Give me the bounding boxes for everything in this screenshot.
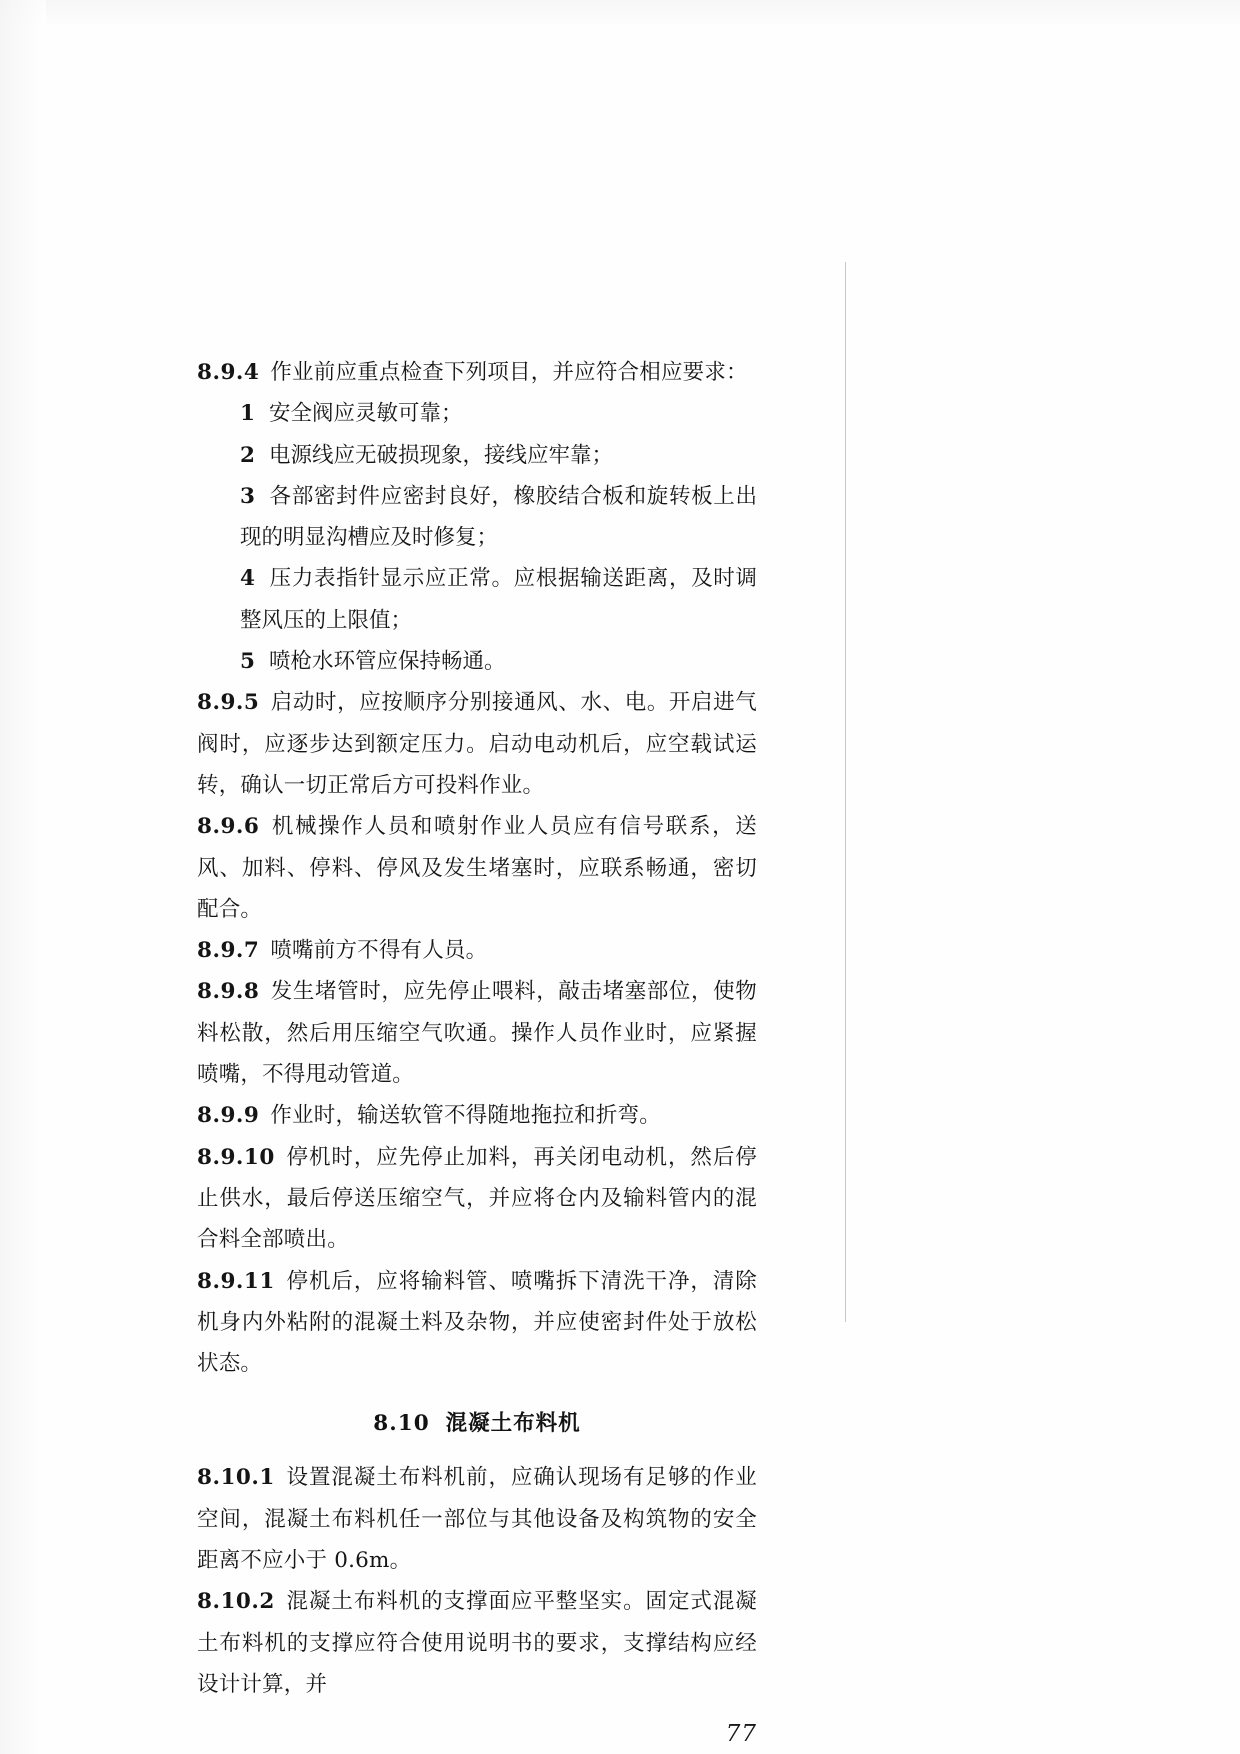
clause-8-10-1 bbox=[197, 1457, 757, 1581]
subitem-text: 喷枪水环管应保持畅通。 bbox=[268, 649, 506, 675]
clause-8-9-5 bbox=[197, 682, 757, 806]
clause-text: 作业前应重点检查下列项目，并应符合相应要求： bbox=[270, 360, 748, 385]
subitem-text: 压力表指针显示应正常。应根据输送距离，及时调整风压的上限值； bbox=[240, 566, 757, 633]
subitem-2 bbox=[197, 435, 757, 476]
clause-text: 停机时，应先停止加料，再关闭电动机，然后停止供水，最后停送压缩空气，并应将仓内及输料管内的混合料全部喷出。 bbox=[197, 1144, 757, 1253]
clause-number: 8.10.1 bbox=[197, 1465, 275, 1491]
section-number: 8.10 bbox=[373, 1411, 430, 1437]
subitem-index: 1 bbox=[240, 401, 255, 427]
clause-8-9-11 bbox=[197, 1261, 757, 1385]
body-text-column bbox=[197, 352, 757, 1705]
subitem-3 bbox=[197, 476, 757, 559]
clause-text: 设置混凝土布料机前，应确认现场有足够的作业空间，混凝土布料机任一部位与其他设备及构筑物的安全距离不应小于 0.6m。 bbox=[197, 1465, 757, 1574]
subitem-index: 3 bbox=[240, 483, 255, 509]
clause-number: 8.9.11 bbox=[197, 1268, 275, 1294]
clause-8-9-7 bbox=[197, 930, 757, 971]
clause-number: 8.9.8 bbox=[197, 979, 260, 1005]
clause-text: 喷嘴前方不得有人员。 bbox=[270, 938, 488, 964]
clause-text: 混凝土布料机的支撑面应平整坚实。固定式混凝土布料机的支撑应符合使用说明书的要求，支撑结构应经设计计算，并 bbox=[197, 1589, 757, 1697]
clause-number: 8.9.5 bbox=[197, 690, 260, 716]
section-heading-8-10 bbox=[197, 1384, 757, 1457]
scan-shading-top bbox=[0, 0, 1240, 30]
clause-8-9-6 bbox=[197, 806, 757, 930]
clause-text: 启动时，应按顺序分别接通风、水、电。开启进气阀时，应逐步达到额定压力。启动电动机后，应空载试运转，确认一切正常后方可投料作业。 bbox=[197, 690, 757, 798]
clause-8-10-2 bbox=[197, 1581, 757, 1705]
subitem-text: 各部密封件应密封良好，橡胶结合板和旋转板上出现的明显沟槽应及时修复； bbox=[240, 483, 757, 551]
subitem-text: 电源线应无破损现象，接线应牢靠； bbox=[268, 442, 613, 468]
clause-number: 8.9.6 bbox=[197, 814, 260, 840]
subitem-4 bbox=[197, 558, 757, 641]
clause-text: 停机后，应将输料管、喷嘴拆下清洗干净，清除机身内外粘附的混凝土料及杂物，并应使密封件处于放松状态。 bbox=[197, 1268, 757, 1377]
clause-8-9-10 bbox=[197, 1137, 757, 1261]
clause-number: 8.9.9 bbox=[197, 1103, 260, 1129]
clause-number: 8.9.10 bbox=[197, 1144, 275, 1170]
clause-8-9-4 bbox=[197, 352, 757, 393]
clause-8-9-9 bbox=[197, 1095, 757, 1136]
subitem-5 bbox=[197, 641, 757, 682]
clause-8-9-8 bbox=[197, 971, 757, 1095]
page-number: 77 bbox=[725, 1721, 757, 1747]
clause-number: 8.9.4 bbox=[197, 360, 260, 385]
subitem-index: 2 bbox=[240, 442, 255, 468]
clause-text: 作业时，输送软管不得随地拖拉和折弯。 bbox=[270, 1103, 661, 1129]
subitem-1 bbox=[197, 393, 757, 434]
subitem-index: 4 bbox=[240, 566, 255, 592]
subitem-index: 5 bbox=[240, 649, 255, 675]
scan-shading-left bbox=[0, 0, 46, 1754]
page-gutter-rule bbox=[845, 262, 846, 1322]
clause-number: 8.9.7 bbox=[197, 938, 260, 964]
page-folio bbox=[197, 1721, 757, 1747]
clause-number: 8.10.2 bbox=[197, 1589, 275, 1615]
section-title: 混凝土布料机 bbox=[445, 1411, 581, 1437]
clause-text: 机械操作人员和喷射作业人员应有信号联系，送风、加料、停料、停风及发生堵塞时，应联系畅通，密切配合。 bbox=[197, 814, 757, 922]
subitem-text: 安全阀应灵敏可靠； bbox=[268, 401, 463, 427]
clause-text: 发生堵管时，应先停止喂料，敲击堵塞部位，使物料松散，然后用压缩空气吹通。操作人员作业时，应紧握喷嘴，不得甩动管道。 bbox=[197, 979, 757, 1088]
